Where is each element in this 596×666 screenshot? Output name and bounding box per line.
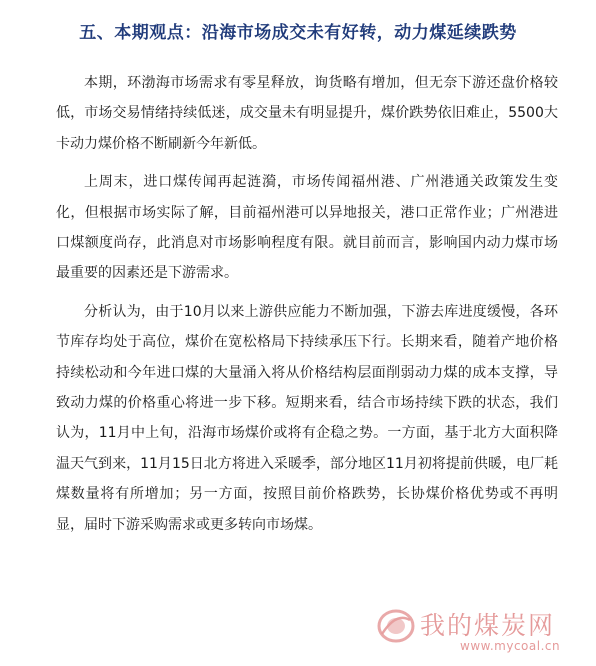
- mycoal-logo-icon: [376, 606, 416, 646]
- paragraph-2: 上周末，进口煤传闻再起涟漪，市场传闻福州港、广州港通关政策发生变化，但根据市场实际了解，目前福州港可以异地报关，港口正常作业；广州港进口煤额度尚存，此消息对市场影响程度有限。就目前而言，影响国内动力煤市场最重要的因素还是下游需求。: [56, 174, 558, 282]
- watermark-title: 我的煤炭网: [420, 611, 556, 640]
- document-body: [56, 68, 558, 548]
- paragraph-3: 分析认为，由于10月以来上游供应能力不断加强，下游去库进度缓慢，各环节库存均处于高位，煤价在宽松格局下持续承压下行。长期来看，随着产地价格持续松动和今年进口煤的大量涌入将从价格结构层面削弱动力煤的成本支撑，导致动力煤的价格重心将进一步下移。短期来看，结合市场持续下跌的状态，我们认为，11月中上旬，沿海市场煤价或将有企稳之势。一方面，基于北方大面积降温天气到来，11月15日北方将进入采暖季，部分地区11月初将提前供暖，电厂耗煤数量将有所增加；另一方面，按照目前价格跌势，长协煤价格优势或不再明显，届时下游采购需求或更多转向市场煤。: [56, 303, 558, 533]
- site-watermark: [376, 604, 582, 658]
- section-heading: 五、本期观点：沿海市场成交未有好转，动力煤延续跌势: [79, 23, 517, 43]
- paragraph-1: 本期，环渤海市场需求有零星释放，询货略有增加，但无奈下游还盘价格较低，市场交易情绪持续低迷，成交量未有明显提升，煤价跌势依旧难止，5500大卡动力煤价格不断刷新今年新低。: [56, 75, 558, 152]
- watermark-url: www.mycoal.cn: [460, 639, 561, 653]
